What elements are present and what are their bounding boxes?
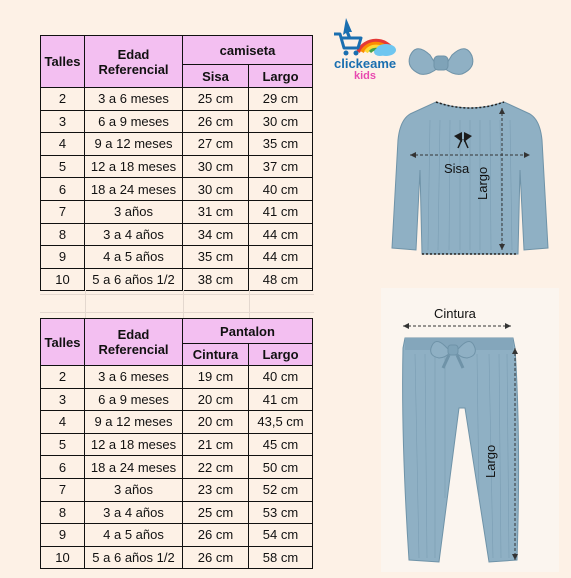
talle-cell: 8 xyxy=(41,501,85,524)
grid-divider xyxy=(40,294,314,295)
edad-cell: 5 a 6 años 1/2 xyxy=(85,268,183,291)
measure-cell: 31 cm xyxy=(183,200,249,223)
measure-cell: 22 cm xyxy=(183,456,249,479)
edad-cell: 6 a 9 meses xyxy=(85,110,183,133)
largo-cell: 35 cm xyxy=(249,133,313,156)
largo-cell: 41 cm xyxy=(249,388,313,411)
shirt-largo-label: Largo xyxy=(475,166,490,200)
table-row xyxy=(41,200,313,223)
measure-cell: 26 cm xyxy=(183,546,249,569)
talle-cell: 5 xyxy=(41,433,85,456)
table-row xyxy=(41,246,313,269)
edad-cell: 4 a 5 años xyxy=(85,524,183,547)
table-row xyxy=(41,411,313,434)
edad-cell: 18 a 24 meses xyxy=(85,178,183,201)
pants-largo-label: Largo xyxy=(483,444,498,478)
edad-cell: 9 a 12 meses xyxy=(85,133,183,156)
logo-subtext: kids xyxy=(354,70,377,82)
measure-cell: 25 cm xyxy=(183,88,249,111)
talle-cell: 3 xyxy=(41,388,85,411)
sisa-label: Sisa xyxy=(444,161,470,176)
edad-cell: 4 a 5 años xyxy=(85,246,183,269)
edad-cell: 6 a 9 meses xyxy=(85,388,183,411)
shirt-image xyxy=(380,40,560,260)
talle-cell: 4 xyxy=(41,411,85,434)
edad-cell: 3 años xyxy=(85,200,183,223)
pants-image xyxy=(381,318,559,572)
edad-cell: 12 a 18 meses xyxy=(85,433,183,456)
measure-cell: 19 cm xyxy=(183,366,249,389)
talle-cell: 10 xyxy=(41,546,85,569)
talle-cell: 5 xyxy=(41,155,85,178)
bow-headband-icon xyxy=(409,49,473,75)
table-row xyxy=(41,546,313,569)
header-largo: Largo xyxy=(249,65,313,88)
edad-cell: 9 a 12 meses xyxy=(85,411,183,434)
edad-cell: 3 a 4 años xyxy=(85,501,183,524)
talle-cell: 4 xyxy=(41,133,85,156)
measure-cell: 23 cm xyxy=(183,478,249,501)
pants-size-table xyxy=(40,318,313,569)
header-camiseta: camiseta xyxy=(183,36,313,65)
table-row xyxy=(41,501,313,524)
talle-cell: 3 xyxy=(41,110,85,133)
edad-cell: 3 a 6 meses xyxy=(85,366,183,389)
table-row xyxy=(41,110,313,133)
table-row xyxy=(41,88,313,111)
shirt-size-table xyxy=(40,35,313,291)
grid-divider xyxy=(183,290,184,318)
largo-cell: 53 cm xyxy=(249,501,313,524)
talle-cell: 7 xyxy=(41,478,85,501)
header-edad: Edad Referencial xyxy=(85,319,183,366)
talle-cell: 2 xyxy=(41,366,85,389)
measure-cell: 27 cm xyxy=(183,133,249,156)
table-row xyxy=(41,388,313,411)
header-talles: Talles xyxy=(41,36,85,88)
edad-cell: 3 años xyxy=(85,478,183,501)
table-row xyxy=(41,155,313,178)
measure-cell: 26 cm xyxy=(183,524,249,547)
edad-cell: 12 a 18 meses xyxy=(85,155,183,178)
largo-cell: 40 cm xyxy=(249,366,313,389)
talle-cell: 8 xyxy=(41,223,85,246)
header-cintura: Cintura xyxy=(183,344,249,366)
measure-cell: 30 cm xyxy=(183,155,249,178)
largo-cell: 29 cm xyxy=(249,88,313,111)
table-row xyxy=(41,456,313,479)
measure-cell: 30 cm xyxy=(183,178,249,201)
largo-cell: 50 cm xyxy=(249,456,313,479)
largo-cell: 45 cm xyxy=(249,433,313,456)
grid-divider xyxy=(40,312,314,313)
talle-cell: 6 xyxy=(41,456,85,479)
edad-cell: 5 a 6 años 1/2 xyxy=(85,546,183,569)
largo-cell: 44 cm xyxy=(249,223,313,246)
table-row xyxy=(41,433,313,456)
measure-cell: 34 cm xyxy=(183,223,249,246)
header-edad: Edad Referencial xyxy=(85,36,183,88)
table-row xyxy=(41,524,313,547)
talle-cell: 7 xyxy=(41,200,85,223)
talle-cell: 10 xyxy=(41,268,85,291)
largo-cell: 41 cm xyxy=(249,200,313,223)
table-row xyxy=(41,223,313,246)
logo-text: clickeame xyxy=(334,56,397,71)
largo-cell: 40 cm xyxy=(249,178,313,201)
measure-cell: 38 cm xyxy=(183,268,249,291)
talle-cell: 2 xyxy=(41,88,85,111)
table-row xyxy=(41,366,313,389)
measure-cell: 26 cm xyxy=(183,110,249,133)
edad-cell: 18 a 24 meses xyxy=(85,456,183,479)
measure-cell: 21 cm xyxy=(183,433,249,456)
talle-cell: 9 xyxy=(41,524,85,547)
talle-cell: 9 xyxy=(41,246,85,269)
measure-cell: 20 cm xyxy=(183,388,249,411)
cintura-label: Cintura xyxy=(434,306,476,321)
measure-cell: 20 cm xyxy=(183,411,249,434)
table-row xyxy=(41,268,313,291)
table-row xyxy=(41,178,313,201)
measure-cell: 25 cm xyxy=(183,501,249,524)
header-largo: Largo xyxy=(249,344,313,366)
edad-cell: 3 a 4 años xyxy=(85,223,183,246)
header-talles: Talles xyxy=(41,319,85,366)
largo-cell: 52 cm xyxy=(249,478,313,501)
grid-divider xyxy=(85,290,86,318)
grid-divider xyxy=(249,290,250,318)
largo-cell: 43,5 cm xyxy=(249,411,313,434)
table-row xyxy=(41,133,313,156)
largo-cell: 58 cm xyxy=(249,546,313,569)
largo-cell: 54 cm xyxy=(249,524,313,547)
header-sisa: Sisa xyxy=(183,65,249,88)
largo-cell: 37 cm xyxy=(249,155,313,178)
talle-cell: 6 xyxy=(41,178,85,201)
largo-cell: 44 cm xyxy=(249,246,313,269)
edad-cell: 3 a 6 meses xyxy=(85,88,183,111)
largo-cell: 30 cm xyxy=(249,110,313,133)
largo-cell: 48 cm xyxy=(249,268,313,291)
header-pantalon: Pantalon xyxy=(183,319,313,344)
table-row xyxy=(41,478,313,501)
measure-cell: 35 cm xyxy=(183,246,249,269)
